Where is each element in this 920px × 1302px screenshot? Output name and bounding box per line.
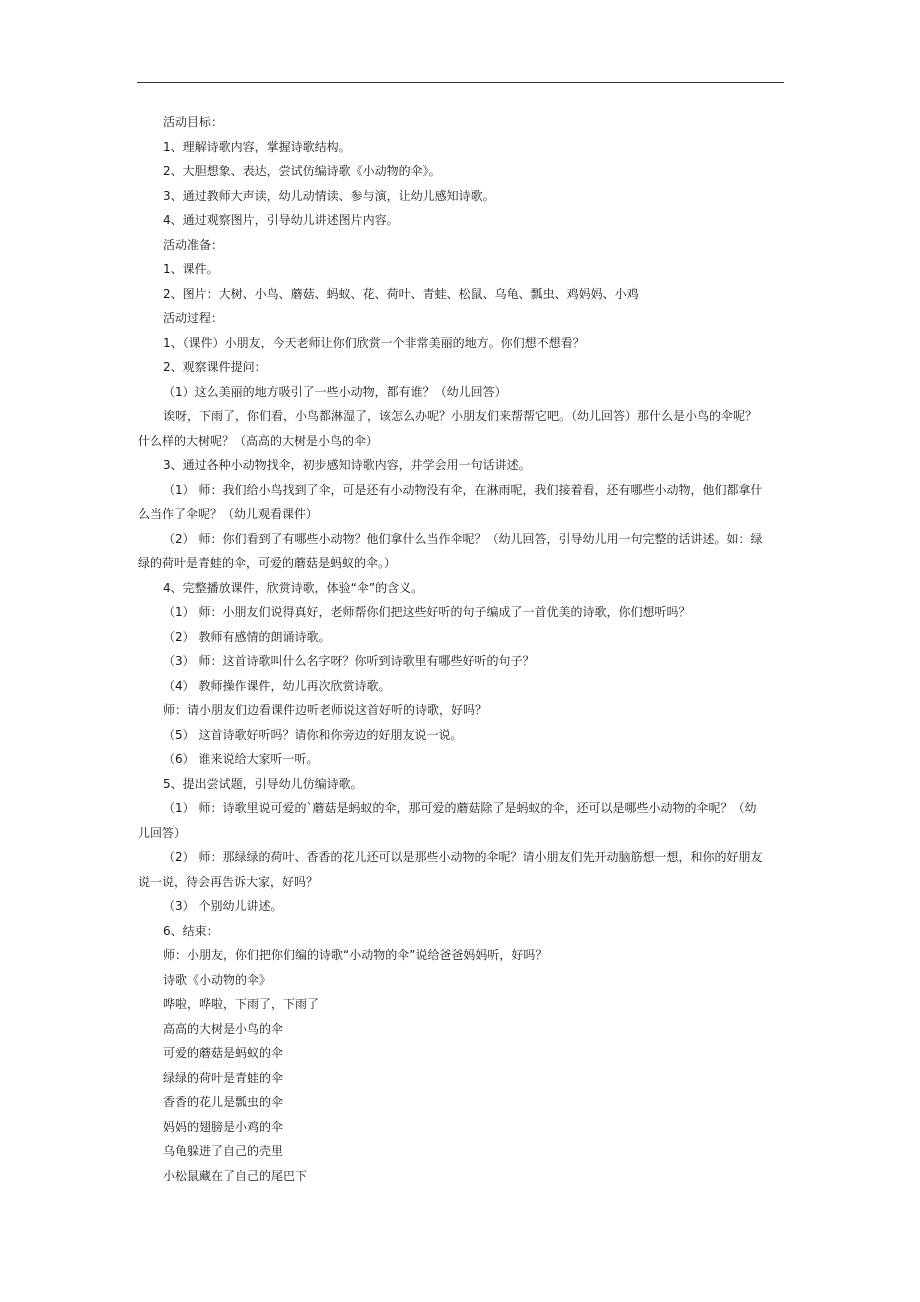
- text-line: 5、提出尝试题，引导幼儿仿编诗歌。: [163, 776, 363, 791]
- text-line: 1、（课件）小朋友，今天老师让你们欣赏一个非常美丽的地方。你们想不想看？: [163, 335, 585, 350]
- text-line: 儿回答）: [138, 825, 187, 840]
- text-line: 高高的大树是小鸟的伞: [163, 1021, 284, 1036]
- text-line: 绿的荷叶是青蛙的伞，可爱的蘑菇是蚂蚁的伞。）: [138, 556, 397, 570]
- text-line: 小松鼠藏在了自己的尾巴下: [163, 1168, 308, 1183]
- text-line: （6） 谁来说给大家听一听。: [163, 752, 319, 766]
- text-line: （1） 师：我们给小鸟找到了伞，可是还有小动物没有伞，在淋雨呢，我们接着看，还有哪些小动物，他们都拿什: [163, 482, 763, 497]
- text-line: 活动过程：: [163, 311, 224, 325]
- text-line: （1） 师：小朋友们说得真好，老师帮你们把这些好听的句子编成了一首优美的诗歌，你们想听吗？: [163, 605, 691, 619]
- text-line: （4） 教师操作课件，幼儿再次欣赏诗歌。: [163, 678, 391, 693]
- text-line: 3、通过各种小动物找伞，初步感知诗歌内容，并学会用一句话讲述。: [163, 458, 531, 472]
- text-line: 说一说，待会再告诉大家，好吗？: [138, 874, 319, 889]
- text-line: 师：小朋友，你们把你们编的诗歌“小动物的伞”说给爸爸妈妈听，好吗？: [163, 948, 548, 962]
- text-line: 乌龟躲进了自己的壳里: [163, 1144, 284, 1158]
- document-body: [138, 110, 786, 1188]
- text-line: 什么样的大树呢？（高高的大树是小鸟的伞）: [138, 433, 379, 448]
- text-line: 诶呀，下雨了，你们看，小鸟都淋湿了，该怎么办呢？小朋友们来帮帮它吧。（幼儿回答）那什么是小鸟的伞呢？: [163, 409, 758, 423]
- text-line: 活动目标：: [163, 115, 224, 129]
- text-line: 1、课件。: [163, 262, 219, 276]
- header-rule: [137, 82, 784, 83]
- text-line: 1、理解诗歌内容，掌握诗歌结构。: [163, 139, 351, 154]
- text-line: 2、图片：大树、小鸟、蘑菇、蚂蚁、花、荷叶、青蛙、松鼠、乌龟、瓢虫、鸡妈妈、小鸡: [163, 286, 639, 301]
- text-line: 哗啦，哗啦，下雨了，下雨了: [163, 997, 320, 1011]
- text-line: 师：请小朋友们边看课件边听老师说这首好听的诗歌，好吗？: [163, 703, 488, 717]
- text-line: 4、完整播放课件，欣赏诗歌，体验“伞”的含义。: [163, 580, 424, 595]
- text-line: （3） 个别幼儿讲述。: [163, 899, 283, 913]
- text-line: 2、大胆想象、表达，尝试仿编诗歌《小动物的伞》。: [163, 164, 441, 178]
- text-line: 妈妈的翅膀是小鸡的伞: [163, 1119, 284, 1134]
- text-line: （1） 师：诗歌里说可爱的`蘑菇是蚂蚁的伞，那可爱的蘑菇除了是蚂蚁的伞，还可以是哪些小动物的伞呢？（幼: [163, 801, 757, 815]
- text-line: 诗歌《小动物的伞》: [163, 972, 272, 987]
- text-line: 么当作了伞呢？（幼儿观看课件）: [138, 507, 319, 521]
- text-line: （2） 师：你们看到了有哪些小动物？他们拿什么当作伞呢？（幼儿回答，引导幼儿用一句完整的话讲述。如：绿: [163, 531, 763, 546]
- text-line: （5） 这首诗歌好听吗？请你和你旁边的好朋友说一说。: [163, 727, 463, 742]
- text-line: 香香的花儿是瓢虫的伞: [163, 1095, 284, 1109]
- text-line: 可爱的蘑菇是蚂蚁的伞: [163, 1046, 284, 1060]
- text-line: 6、结束：: [163, 923, 219, 938]
- text-line: 3、通过教师大声读，幼儿动情读、参与演，让幼儿感知诗歌。: [163, 188, 495, 203]
- text-line: （2） 教师有感情的朗诵诗歌。: [163, 629, 331, 644]
- text-line: 绿绿的荷叶是青蛙的伞: [163, 1070, 284, 1085]
- text-line: 2、观察课件提问：: [163, 360, 267, 374]
- text-line: 4、通过观察图片，引导幼儿讲述图片内容。: [163, 213, 399, 227]
- text-line: （3） 师：这首诗歌叫什么名字呀？你听到诗歌里有哪些好听的句子？: [163, 654, 535, 668]
- text-line: （1）这么美丽的地方吸引了一些小动物，都有谁？（幼儿回答）: [163, 384, 507, 399]
- text-line: 活动准备：: [163, 237, 224, 252]
- text-line: （2） 师：那绿绿的荷叶、香香的花儿还可以是那些小动物的伞呢？请小朋友们先开动脑筋想一想，和你的好朋友: [163, 850, 763, 864]
